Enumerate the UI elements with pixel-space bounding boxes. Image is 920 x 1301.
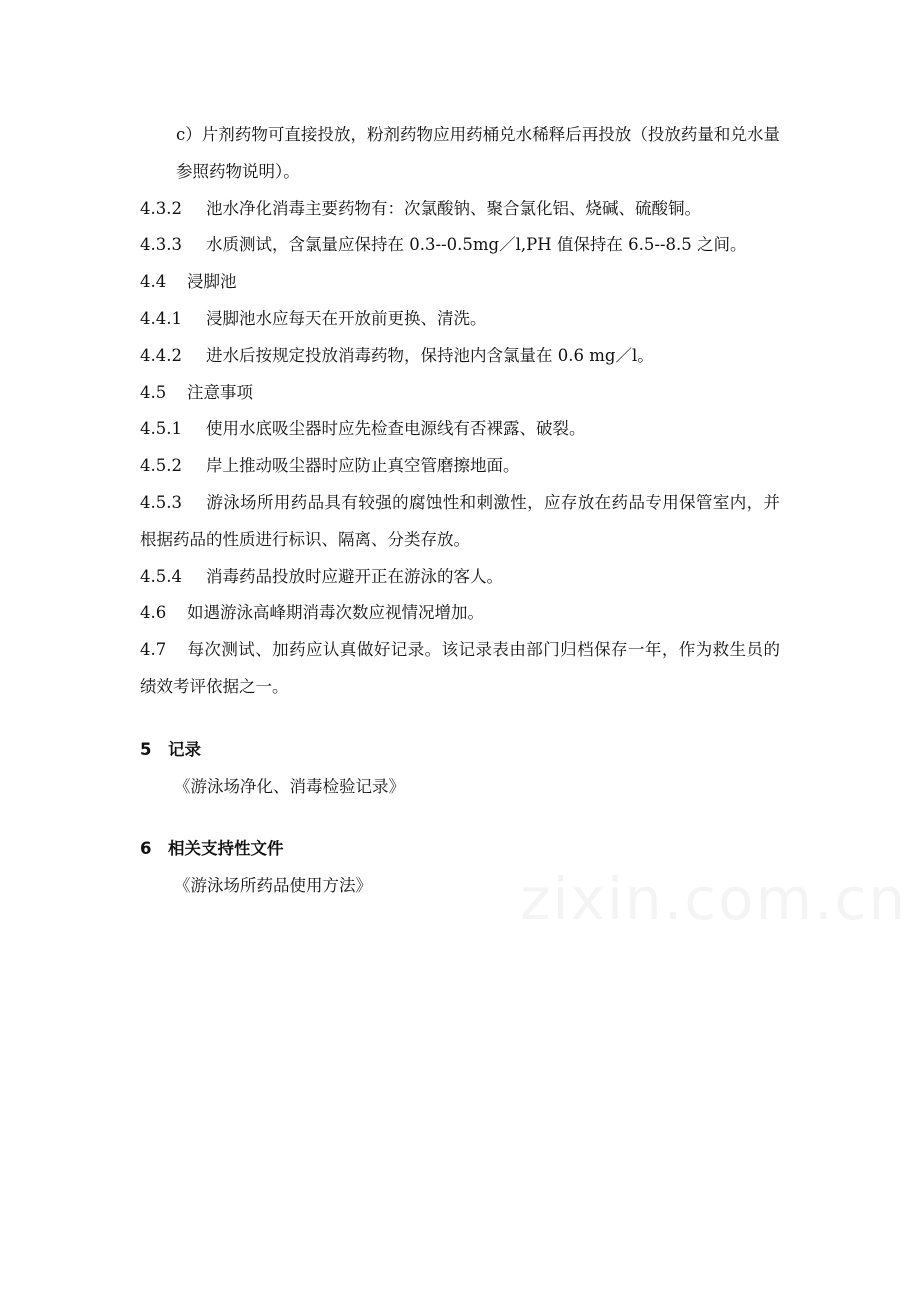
clause-number: 4.5.4 — [140, 566, 182, 586]
clause-4-5-2 — [140, 448, 780, 485]
clause-number: 4.4.1 — [140, 308, 182, 328]
clause-number: 4.6 — [140, 603, 167, 623]
clause-4-4-2 — [140, 338, 780, 375]
clause-text: 岸上推动吸尘器时应防止真空管磨擦地面。 — [206, 456, 520, 476]
clause-4-6 — [140, 595, 780, 632]
clause-text: 如遇游泳高峰期消毒次数应视情况增加。 — [187, 603, 484, 623]
clause-text: 浸脚池水应每天在开放前更换、清洗。 — [206, 308, 487, 328]
section-number: 6 — [140, 839, 152, 859]
clause-text: 水质测试，含氯量应保持在 0.3--0.5mg／l,PH 值保持在 6.5--8.5 之间。 — [206, 235, 747, 255]
section-gap — [140, 805, 780, 831]
section-title: 记录 — [168, 739, 201, 759]
clause-4-5 — [140, 375, 780, 412]
section-title: 相关支持性文件 — [168, 839, 284, 859]
section-6-heading — [140, 831, 780, 868]
section-5-heading — [140, 732, 780, 769]
clause-4-3-3 — [140, 227, 780, 264]
clause-4-4 — [140, 264, 780, 301]
clause-number: 4.3.2 — [140, 198, 182, 218]
clause-4-3-2 — [140, 191, 780, 228]
clause-number: 4.7 — [140, 640, 167, 660]
clause-4-5-3 — [140, 485, 780, 559]
clause-number: 4.5.2 — [140, 456, 182, 476]
clause-text: 消毒药品投放时应避开正在游泳的客人。 — [206, 566, 503, 586]
clause-4-4-1 — [140, 301, 780, 338]
reference-text: 《游泳场净化、消毒检验记录》 — [174, 776, 405, 796]
clause-text: 进水后按规定投放消毒药物，保持池内含氯量在 0.6 mg／l。 — [206, 345, 654, 365]
clause-number: 4.5.1 — [140, 419, 182, 439]
clause-number: 4.4.2 — [140, 345, 182, 365]
paragraph-c-item — [140, 117, 780, 191]
clause-text: 注意事项 — [187, 382, 253, 402]
clause-text: 游泳场所用药品具有较强的腐蚀性和刺激性，应存放在药品专用保管室内，并根据药品的性质进行标识、隔离、分类存放。 — [140, 492, 780, 549]
clause-4-7 — [140, 632, 780, 706]
clause-text: 每次测试、加药应认真做好记录。该记录表由部门归档保存一年，作为救生员的绩效考评依据之一。 — [140, 640, 780, 696]
clause-number: 4.3.3 — [140, 235, 182, 255]
section-5-reference — [140, 769, 780, 806]
document-body — [140, 117, 780, 905]
clause-number: 4.5 — [140, 382, 167, 402]
clause-text: 池水净化消毒主要药物有：次氯酸钠、聚合氯化铝、烧碱、硫酸铜。 — [206, 198, 701, 218]
reference-text: 《游泳场所药品使用方法》 — [174, 876, 372, 896]
paragraph-text: c）片剂药物可直接投放，粉剂药物应用药桶兑水稀释后再投放（投放药量和兑水量参照药物说明）。 — [176, 125, 780, 181]
section-gap — [140, 706, 780, 732]
clause-4-5-4 — [140, 559, 780, 596]
clause-number: 4.4 — [140, 272, 167, 292]
clause-text: 浸脚池 — [187, 272, 237, 292]
clause-number: 4.5.3 — [140, 492, 182, 512]
clause-4-5-1 — [140, 411, 780, 448]
section-6-reference — [140, 868, 780, 905]
clause-text: 使用水底吸尘器时应先检查电源线有否裸露、破裂。 — [206, 419, 586, 439]
section-number: 5 — [140, 739, 152, 759]
